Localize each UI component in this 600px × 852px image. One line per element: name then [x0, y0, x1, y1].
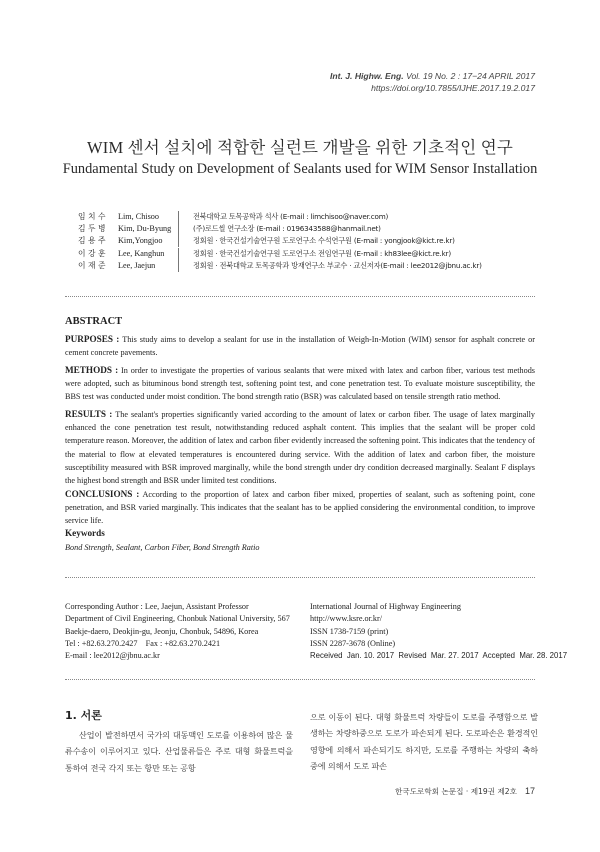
- abstract-results: [65, 408, 535, 487]
- author-row: [78, 223, 482, 235]
- author-name-ko: 이 재 준: [78, 260, 106, 270]
- author-name-ko: 김 용 주: [78, 236, 106, 246]
- results-text: The sealant's properties significantly varied according to the amount of latex or carbon fiber. The usage of latex marginally enhanced the cone penetration test result, notwithstanding reduced asphalt content. This implies that the sealant will be proper cold temperature reason. Moreover, the addition of latex and carbon fiber evidently increased the softening point. This indicates that the tendency of the material to flow at elevated temperatures is encountered during service. With the addition of latex and carbon fiber, the moisture susceptibility measured with BSR improved marginally, while the bond strength under dry condition decreased marginally. Sealant F displays the highest bond strength and BSR under limited test conditions.: [65, 410, 535, 486]
- page-number: 17: [524, 786, 535, 796]
- author-list: [78, 211, 482, 272]
- author-name-ko: 임 치 수: [78, 212, 106, 221]
- author-name-en: Kim, Du-Byung: [118, 224, 172, 234]
- author-affiliation: (주)로드씰 연구소장 (E-mail : 0196343588@hanmail.net): [193, 224, 381, 234]
- separator-dotted: [65, 577, 535, 578]
- corr-line: Tel : +82.63.270.2427 Fax : +82.63.270.2421: [65, 638, 221, 648]
- corresponding-author: [65, 601, 310, 662]
- author-name-ko: 이 강 훈: [78, 248, 106, 258]
- intro-column-2: 으로 이동이 된다. 대형 화물트럭 차량들이 도로를 주행함으로 발생하는 차량하중으로 도로가 파손되게 된다. 도로파손은 환경적인 영향에 의해서 파손되기도 하지만, 도로를 주행하는 차량의 축하중에 의해서 도로 파손: [310, 712, 538, 771]
- divider: [178, 248, 179, 260]
- journal-header: [330, 70, 535, 94]
- corr-line: Department of Civil Engineering, Chonbuk National University, 567: [65, 614, 290, 624]
- author-affiliation: 전북대학교 토목공학과 석사 (E-mail : limchisoo@naver.com): [193, 212, 389, 221]
- journal-volume: Int. J. Highw. Eng. Vol. 19 No. 2 : 17−24 APRIL 2017: [330, 71, 535, 81]
- conclusions-text: According to the proportion of latex and carbon fiber mixed, properties of sealant, such as softening point, cone penetration, and BSR varied marginally. This indicates that the sealant has to be applied considering the environmental condition, to improve service life.: [65, 490, 535, 526]
- issn-online: ISSN 2287-3678 (Online): [310, 638, 396, 648]
- keywords-list: Bond Strength, Sealant, Carbon Fiber, Bond Strength Ratio: [65, 543, 260, 552]
- author-row: [78, 211, 482, 223]
- methods-label: METHODS :: [65, 365, 119, 375]
- journal-name: International Journal of Highway Engineering: [310, 602, 461, 611]
- received-dates: Received Jan. 10. 2017 Revised Mar. 27. 2017 Accepted Mar. 28. 2017: [310, 651, 568, 661]
- intro-column-1: 산업이 발전하면서 국가의 대동맥인 도로를 이용하여 많은 물류수송이 이루어지고 있다. 산업물류들은 주로 대형 화물트럭을 통하여 전국 각지 또는 항만 또는 공항: [65, 730, 293, 773]
- separator-dotted: [65, 296, 535, 297]
- purposes-text: This study aims to develop a sealant for use in the installation of Weigh-In-Motion (WIM) sensor for asphalt concrete or cement concrete pavements.: [65, 335, 535, 358]
- journal-doi[interactable]: https://doi.org/10.7855/IJHE.2017.19.2.017: [371, 83, 535, 93]
- corr-line: Baekje-daero, Deokjin-gu, Jeonju, Chonbuk, 54896, Korea: [65, 626, 259, 636]
- author-name-en: Lee, Jaejun: [118, 260, 156, 270]
- author-affiliation: 정회원 · 전북대학교 토목공학과 방재연구소 부교수 · 교신저자(E-mail : lee2012@jbnu.ac.kr): [193, 260, 482, 270]
- journal-url[interactable]: http://www.ksre.or.kr/: [310, 614, 383, 624]
- author-affiliation: 정회원 · 한국건설기술연구원 도로연구소 전임연구원 (E-mail : kh83lee@kict.re.kr): [193, 248, 451, 258]
- methods-text: In order to investigate the properties of various sealants that were mixed with latex and carbon fiber, various test methods were adopted, such as bituminous bond strength test, softening point test, and cone penetration test. To evaluate moisture susceptibility, the BBS test was conducted under moist condition. The bond strength ratio (BSR) was calculated based on tensile strength ratio method.: [65, 366, 535, 402]
- keywords-heading: Keywords: [65, 528, 105, 538]
- journal-info: [310, 601, 568, 662]
- footer-journal: 한국도로학회 논문집 · 제19권 제2호: [395, 787, 517, 796]
- title-korean: WIM 센서 설치에 적합한 실런트 개발을 위한 기초적인 연구: [87, 138, 513, 157]
- corr-email[interactable]: E-mail : lee2012@jbnu.ac.kr: [65, 651, 160, 661]
- section-heading-intro: 1. 서론: [65, 709, 102, 722]
- author-affiliation: 정회원 · 한국건설기술연구원 도로연구소 수석연구원 (E-mail : yongjook@kict.re.kr): [193, 236, 455, 246]
- divider: [178, 260, 179, 272]
- abstract-conclusions: [65, 488, 535, 528]
- author-row: [78, 260, 482, 272]
- author-name-ko: 김 두 병: [78, 224, 106, 234]
- abstract-methods: [65, 364, 535, 404]
- issn-print: ISSN 1738-7159 (print): [310, 626, 389, 636]
- author-row: [78, 248, 482, 260]
- author-name-en: Lee, Kanghun: [118, 248, 165, 258]
- divider: [178, 211, 179, 223]
- divider: [178, 235, 179, 247]
- corr-line: Corresponding Author : Lee, Jaejun, Assistant Professor: [65, 602, 249, 611]
- abstract-purposes: [65, 333, 535, 359]
- page-footer: [395, 786, 535, 797]
- divider: [178, 223, 179, 235]
- author-name-en: Lim, Chisoo: [118, 212, 159, 221]
- conclusions-label: CONCLUSIONS :: [65, 489, 140, 499]
- abstract-heading: ABSTRACT: [65, 316, 123, 327]
- author-row: [78, 235, 482, 247]
- author-name-en: Kim,Yongjoo: [118, 236, 163, 246]
- results-label: RESULTS :: [65, 409, 113, 419]
- purposes-label: PURPOSES :: [65, 334, 120, 344]
- separator-dotted: [65, 679, 535, 680]
- title-english: Fundamental Study on Development of Sealants used for WIM Sensor Installation: [62, 161, 538, 177]
